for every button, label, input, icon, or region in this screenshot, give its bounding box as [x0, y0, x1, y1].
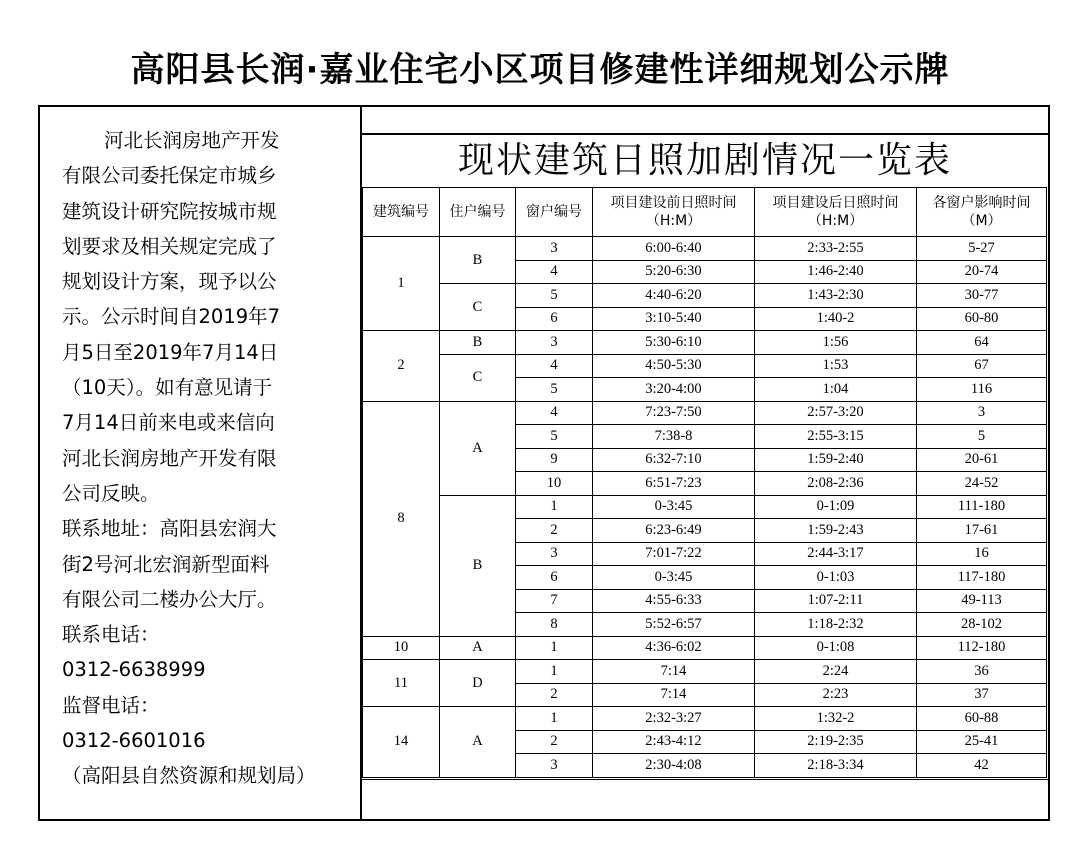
header-building: 建筑编号	[363, 188, 440, 237]
impact-cell: 30-77	[917, 284, 1047, 308]
before-time-cell: 3:20-4:00	[593, 378, 755, 402]
impact-cell: 28-102	[917, 613, 1047, 637]
window-cell: 3	[516, 542, 593, 566]
notice-text	[40, 107, 362, 819]
unit-cell: C	[440, 354, 516, 401]
notice-line: （高阳县自然资源和规划局）	[62, 764, 316, 788]
before-time-cell: 5:52-6:57	[593, 613, 755, 637]
before-time-cell: 5:20-6:30	[593, 260, 755, 284]
impact-cell: 20-61	[917, 448, 1047, 472]
after-time-cell: 1:43-2:30	[755, 284, 917, 308]
building-cell: 10	[363, 636, 440, 660]
window-cell: 4	[516, 401, 593, 425]
sunlight-table-area	[362, 107, 1048, 819]
notice-line: 7月14日前来电或来信向	[62, 411, 275, 435]
after-time-cell: 2:57-3:20	[755, 401, 917, 425]
before-time-cell: 2:32-3:27	[593, 707, 755, 731]
window-cell: 5	[516, 425, 593, 449]
impact-cell: 5-27	[917, 237, 1047, 261]
header-impact: 各窗户影响时间 （M）	[917, 188, 1047, 237]
window-cell: 1	[516, 707, 593, 731]
impact-cell: 112-180	[917, 636, 1047, 660]
notice-line: 河北长润房地产开发	[104, 129, 280, 152]
impact-cell: 49-113	[917, 589, 1047, 613]
window-cell: 6	[516, 307, 593, 331]
impact-cell: 67	[917, 354, 1047, 378]
table-row	[363, 284, 1047, 308]
impact-cell: 3	[917, 401, 1047, 425]
notice-line: 联系地址：高阳县宏润大	[62, 517, 277, 541]
before-time-cell: 4:40-6:20	[593, 284, 755, 308]
notice-line: 建筑设计研究院按城市规	[62, 199, 277, 223]
impact-cell: 117-180	[917, 566, 1047, 590]
window-cell: 9	[516, 448, 593, 472]
window-cell: 1	[516, 660, 593, 684]
before-time-cell: 4:50-5:30	[593, 354, 755, 378]
impact-cell: 20-74	[917, 260, 1047, 284]
notice-line: 0312-6601016	[62, 729, 206, 753]
impact-cell: 36	[917, 660, 1047, 684]
after-time-cell: 1:59-2:40	[755, 448, 917, 472]
after-time-cell: 2:19-2:35	[755, 730, 917, 754]
window-cell: 6	[516, 566, 593, 590]
after-time-cell: 2:24	[755, 660, 917, 684]
building-cell: 8	[363, 401, 440, 636]
after-time-cell: 0-1:08	[755, 636, 917, 660]
before-time-cell: 4:36-6:02	[593, 636, 755, 660]
unit-cell: A	[440, 636, 516, 660]
notice-line: 示。公示时间自2019年7	[62, 305, 281, 329]
after-time-cell: 2:23	[755, 683, 917, 707]
after-time-cell: 2:55-3:15	[755, 425, 917, 449]
after-time-cell: 1:32-2	[755, 707, 917, 731]
impact-cell: 64	[917, 331, 1047, 355]
window-cell: 4	[516, 354, 593, 378]
impact-cell: 24-52	[917, 472, 1047, 496]
before-time-cell: 7:01-7:22	[593, 542, 755, 566]
before-time-cell: 4:55-6:33	[593, 589, 755, 613]
notice-line: 联系电话：	[62, 623, 160, 647]
unit-cell: B	[440, 331, 516, 355]
notice-line: 划要求及相关规定完成了	[62, 234, 277, 258]
after-time-cell: 0-1:09	[755, 495, 917, 519]
building-cell: 1	[363, 237, 440, 331]
sunlight-table	[362, 187, 1047, 778]
table-row	[363, 354, 1047, 378]
after-time-cell: 2:33-2:55	[755, 237, 917, 261]
before-time-cell: 6:00-6:40	[593, 237, 755, 261]
notice-line: 监督电话：	[62, 693, 160, 717]
header-after: 项目建设后日照时间 （H:M）	[755, 188, 917, 237]
window-cell: 5	[516, 378, 593, 402]
after-time-cell: 1:53	[755, 354, 917, 378]
building-cell: 11	[363, 660, 440, 707]
before-time-cell: 5:30-6:10	[593, 331, 755, 355]
window-cell: 3	[516, 237, 593, 261]
after-time-cell: 2:44-3:17	[755, 542, 917, 566]
header-window: 窗户编号	[516, 188, 593, 237]
after-time-cell: 1:46-2:40	[755, 260, 917, 284]
unit-cell: B	[440, 237, 516, 284]
notice-line: 0312-6638999	[62, 658, 206, 682]
unit-cell: A	[440, 401, 516, 495]
window-cell: 2	[516, 519, 593, 543]
before-time-cell: 0-3:45	[593, 495, 755, 519]
table-row	[363, 237, 1047, 261]
window-cell: 2	[516, 730, 593, 754]
notice-line: （10天）。如有意见请于	[62, 376, 273, 400]
impact-cell: 60-88	[917, 707, 1047, 731]
table-row	[363, 636, 1047, 660]
window-cell: 7	[516, 589, 593, 613]
impact-cell: 16	[917, 542, 1047, 566]
window-cell: 3	[516, 331, 593, 355]
header-before: 项目建设前日照时间 （H:M）	[593, 188, 755, 237]
top-rule	[362, 133, 1048, 135]
unit-cell: B	[440, 495, 516, 636]
before-time-cell: 0-3:45	[593, 566, 755, 590]
before-time-cell: 2:43-4:12	[593, 730, 755, 754]
impact-cell: 42	[917, 754, 1047, 778]
page-title: 高阳县长润·嘉业住宅小区项目修建性详细规划公示牌	[130, 50, 950, 90]
impact-cell: 37	[917, 683, 1047, 707]
window-cell: 1	[516, 636, 593, 660]
table-row	[363, 660, 1047, 684]
before-time-cell: 7:14	[593, 660, 755, 684]
bottom-rule	[362, 779, 1048, 780]
after-time-cell: 1:40-2	[755, 307, 917, 331]
after-time-cell: 0-1:03	[755, 566, 917, 590]
before-time-cell: 6:51-7:23	[593, 472, 755, 496]
after-time-cell: 2:18-3:34	[755, 754, 917, 778]
before-time-cell: 2:30-4:08	[593, 754, 755, 778]
window-cell: 3	[516, 754, 593, 778]
notice-board-frame	[38, 105, 1050, 821]
unit-cell: C	[440, 284, 516, 331]
after-time-cell: 1:07-2:11	[755, 589, 917, 613]
window-cell: 4	[516, 260, 593, 284]
notice-line: 有限公司委托保定市城乡	[62, 164, 277, 188]
table-row	[363, 707, 1047, 731]
before-time-cell: 7:38-8	[593, 425, 755, 449]
before-time-cell: 6:32-7:10	[593, 448, 755, 472]
building-cell: 14	[363, 707, 440, 778]
impact-cell: 25-41	[917, 730, 1047, 754]
before-time-cell: 7:23-7:50	[593, 401, 755, 425]
window-cell: 10	[516, 472, 593, 496]
table-title: 现状建筑日照加剧情况一览表	[457, 140, 952, 181]
before-time-cell: 3:10-5:40	[593, 307, 755, 331]
window-cell: 2	[516, 683, 593, 707]
after-time-cell: 1:59-2:43	[755, 519, 917, 543]
window-cell: 5	[516, 284, 593, 308]
table-row	[363, 495, 1047, 519]
before-time-cell: 7:14	[593, 683, 755, 707]
impact-cell: 60-80	[917, 307, 1047, 331]
notice-line: 河北长润房地产开发有限	[62, 446, 277, 470]
impact-cell: 5	[917, 425, 1047, 449]
before-time-cell: 6:23-6:49	[593, 519, 755, 543]
after-time-cell: 1:56	[755, 331, 917, 355]
after-time-cell: 1:18-2:32	[755, 613, 917, 637]
building-cell: 2	[363, 331, 440, 402]
window-cell: 1	[516, 495, 593, 519]
impact-cell: 17-61	[917, 519, 1047, 543]
table-header-row	[363, 188, 1047, 237]
unit-cell: A	[440, 707, 516, 778]
after-time-cell: 1:04	[755, 378, 917, 402]
window-cell: 8	[516, 613, 593, 637]
impact-cell: 116	[917, 378, 1047, 402]
notice-line: 月5日至2019年7月14日	[62, 340, 279, 364]
table-row	[363, 331, 1047, 355]
after-time-cell: 2:08-2:36	[755, 472, 917, 496]
notice-line: 有限公司二楼办公大厅。	[62, 587, 277, 611]
notice-line: 街2号河北宏润新型面料	[62, 552, 270, 576]
notice-line: 规划设计方案，现予以公	[62, 270, 277, 294]
notice-line: 公司反映。	[62, 481, 160, 505]
table-row	[363, 401, 1047, 425]
impact-cell: 111-180	[917, 495, 1047, 519]
unit-cell: D	[440, 660, 516, 707]
header-unit: 住户编号	[440, 188, 516, 237]
